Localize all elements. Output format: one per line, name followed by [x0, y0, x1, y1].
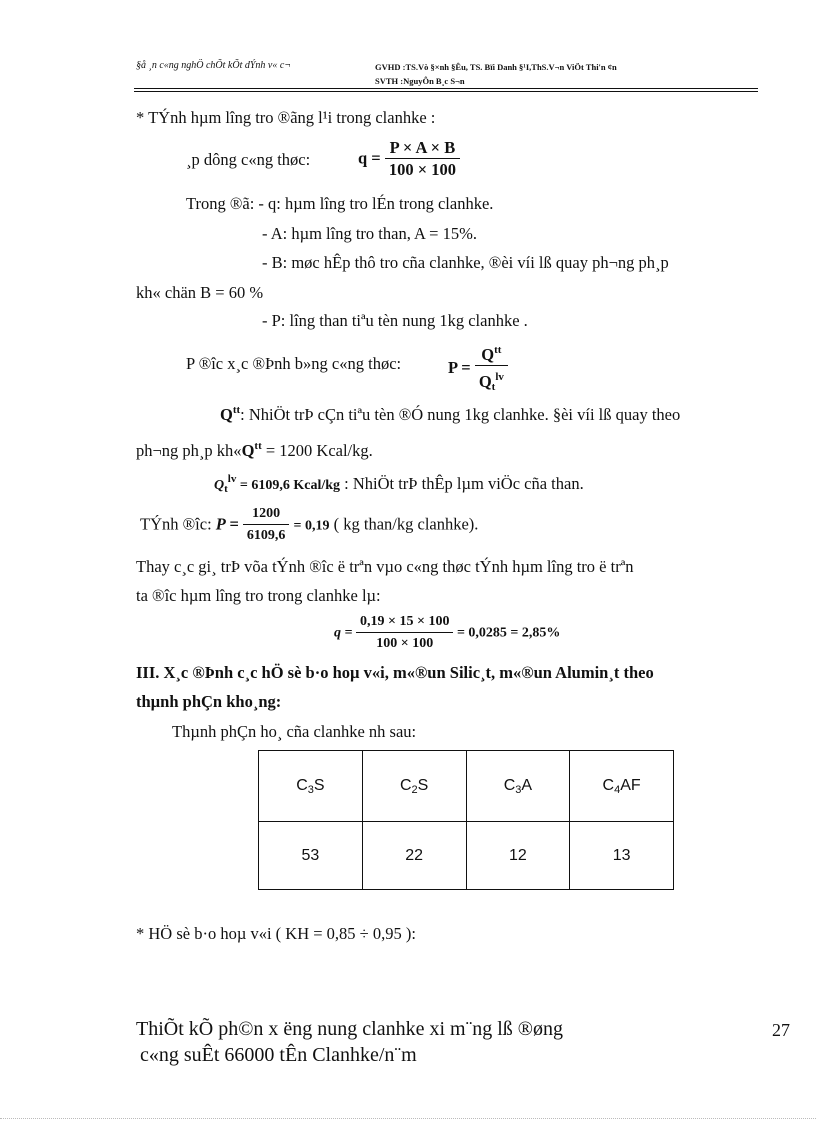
table-header-c3s: $C_3S$ — [259, 751, 363, 822]
p-calc-denominator: 6109,6 — [246, 528, 286, 543]
header-rule-thin — [134, 91, 758, 92]
p-calc-fraction — [243, 504, 290, 547]
ash-content-heading: * TÝnh hµm lîng tro ®ãng l¹i trong clanhke : — [136, 108, 436, 127]
qlv-formula: $Q_t^{lv} = 6109,6$ Kcal/kg — [214, 473, 341, 495]
header-supervisors: GVHD :TS.Vò §×nh §Êu, TS. Bïi Danh §¹I,ThS.V¬n ViÖt Thi'n ¢n — [375, 62, 617, 72]
p-formula-fraction — [475, 340, 508, 398]
table-header-c2s: $C_2S$ — [362, 751, 466, 822]
qtt-value: = 1200 Kcal/kg. — [265, 441, 373, 460]
substitute-line-2: ta ®îc hµm lîng tro trong clanhke lµ: — [136, 586, 381, 605]
section-heading-line-1: III. X¸c ®Þnh c¸c hÖ sè b·o hoµ v«i, m«®un Silic¸t, m«®un Alumin¸t theo — [136, 663, 654, 682]
table-cell-c3a: 12 — [466, 822, 570, 890]
qtt-symbol-2: $Q^{tt}$ — [241, 440, 262, 460]
p-formula-denominator: $Q_t^{lv}$ — [478, 371, 504, 393]
qtt-value-line — [136, 440, 373, 461]
q-calc-denominator: 100 × 100 — [376, 636, 434, 651]
page-number: 27 — [772, 1020, 790, 1040]
where-b-cont: kh« chän B = 60 % — [136, 283, 264, 302]
p-formula — [448, 340, 508, 398]
table-header-c3a: $C_3A$ — [466, 751, 570, 822]
formula-q-label: q = — [358, 148, 381, 168]
qlv-desc: : NhiÖt trÞ thÊp lµm viÖc cña than. — [344, 474, 584, 493]
where-p: - P: lîng than tiªu tèn nung 1kg clanhke . — [262, 311, 528, 330]
p-formula-intro: P ®îc x¸c ®Þnh b»ng c«ng thøc: — [186, 354, 402, 373]
lime-saturation-heading: * HÖ sè b·o hoµ v«i ( KH = 0,85 ÷ 0,95 ): — [136, 924, 416, 943]
header-rule-thick — [134, 88, 758, 89]
where-q: Trong ®ã: - q: hµm lîng tro lÉn trong clanhke. — [186, 194, 494, 213]
qtt-symbol: $Q^{tt}$ — [220, 404, 241, 424]
qtt-desc: : NhiÖt trÞ cÇn tiªu tèn ®Ó nung 1kg clanhke. §èi víi lß quay theo — [240, 405, 681, 424]
table-cell-c4af: 13 — [570, 822, 674, 890]
q-calc-fraction — [356, 612, 453, 655]
header-doc-title: §å ¸n c«ng nghÖ chÕt kÕt dÝnh v« c¬ — [136, 60, 292, 71]
p-formula-numerator: $Q^{tt}$ — [475, 340, 508, 366]
composition-intro: Thµnh phÇn ho¸ cña clanhke nh sau: — [172, 722, 417, 741]
where-b: - B: møc hÊp thô tro cña clanhke, ®èi víi lß quay ph¬ng ph¸p — [262, 253, 669, 272]
q-calc-result: = 0,0285 = 2,85% — [456, 625, 561, 641]
q-calc-label: q = — [334, 625, 353, 641]
p-calc-intro: TÝnh ®îc: — [140, 514, 212, 534]
p-calc — [140, 504, 478, 547]
formula-q — [358, 138, 460, 181]
section-heading-line-2: thµnh phÇn kho¸ng: — [136, 692, 282, 711]
q-calc-numerator: 0,19 × 15 × 100 — [356, 612, 453, 633]
p-calc-numerator: 1200 — [243, 504, 290, 525]
table-cell-c3s: 53 — [259, 822, 363, 890]
mineral-composition-table — [258, 750, 674, 890]
formula-q-numerator: P × A × B — [385, 138, 460, 159]
table-header-row — [259, 751, 674, 822]
qtt-desc-cont: ph¬ng ph¸p kh« — [136, 441, 242, 460]
formula-q-denominator: 100 × 100 — [388, 160, 456, 179]
footer-title-line-1: ThiÕt kÕ ph©n x ëng nung clanhke xi m¨ng lß ®øng — [136, 1018, 564, 1040]
table-row — [259, 822, 674, 890]
substitute-line-1: Thay c¸c gi¸ trÞ võa tÝnh ®îc ë trªn vµo c«ng thøc tÝnh hµm lîng tro ë trªn — [136, 557, 634, 576]
p-calc-unit: ( kg than/kg clanhke). — [333, 514, 479, 534]
qtt-definition — [220, 404, 680, 425]
p-calc-label: P = — [215, 514, 239, 534]
q-calc — [334, 612, 560, 655]
where-a: - A: hµm lîng tro than, A = 15%. — [262, 224, 477, 243]
qlv-line — [214, 473, 584, 495]
header-student: SVTH :NguyÔn B¸c S¬n — [375, 76, 465, 86]
header-authors — [375, 60, 617, 88]
p-calc-result: = 0,19 — [293, 518, 330, 534]
formula-intro: ¸p dông c«ng thøc: — [186, 150, 311, 169]
formula-q-fraction — [385, 138, 460, 181]
table-cell-c2s: 22 — [362, 822, 466, 890]
footer-title-line-2: c«ng suÊt 66000 tÊn Clanhke/n¨m — [140, 1044, 417, 1066]
table-header-c4af: $C_4AF$ — [570, 751, 674, 822]
p-formula-label: P = — [448, 357, 471, 377]
page-bottom-border — [0, 1118, 816, 1119]
